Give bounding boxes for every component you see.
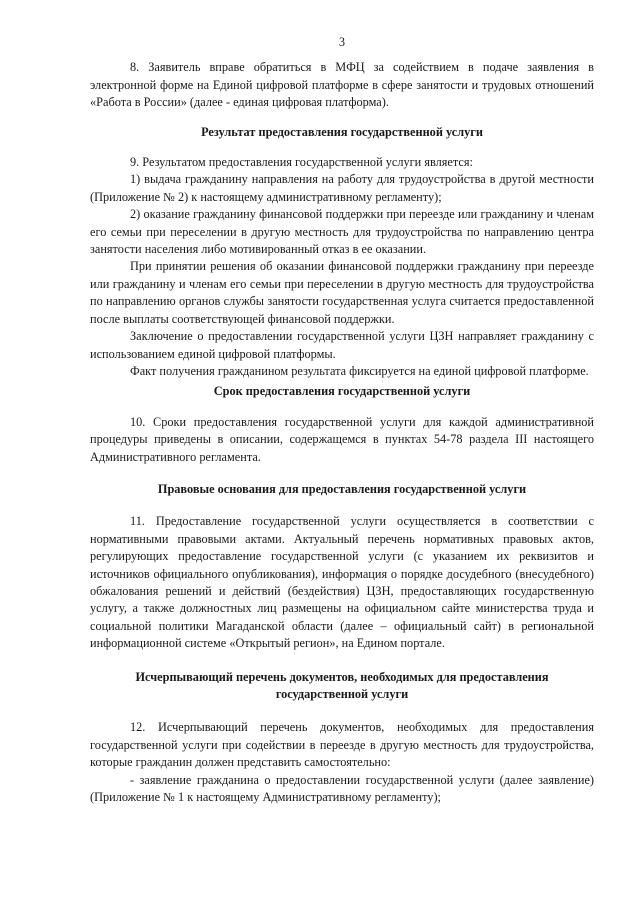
heading-term: Срок предоставления государственной услуги <box>213 384 471 399</box>
paragraph-12-item-1: - заявление гражданина о предоставлении государственной услуги (далее заявление) (Приложение № 1 к настоящему Административному регламенту); <box>90 772 594 805</box>
paragraph-12: 12. Исчерпывающий перечень документов, необходимых для предоставления государственной услуги при содействии в переезде в другую местность для трудоустройства, которые гражданин должен представить самостоятельно: <box>90 720 594 770</box>
paragraph-9-item-1: 1) выдача гражданину направления на работу для трудоустройства в другой местности (Приложение № 2) к настоящему административному регламенту); <box>90 172 594 204</box>
document-page <box>90 34 594 806</box>
heading-documents-list: Исчерпывающий перечень документов, необходимых для предоставления государственной услуги <box>135 669 549 701</box>
heading-result: Результат предоставления государственной услуги <box>201 124 483 139</box>
paragraph-financial-support: При принятии решения об оказании финансовой поддержки гражданину при переезде или гражданину и членам его семьи при переселении в другую местность для трудоустройства по направлению органов службы занятости государственная услуга считается предоставленной после выплаты соответствующей финансовой поддержки. <box>90 259 594 326</box>
heading-legal-basis: Правовые основания для предоставления государственной услуги <box>157 481 527 496</box>
paragraph-8: 8. Заявитель вправе обратиться в МФЦ за содействием в подаче заявления в электронной форме на Единой цифровой платформе в сфере занятости и трудовых отношений «Работа в России» (далее - единая цифровая платформа). <box>90 60 594 110</box>
paragraph-conclusion: Заключение о предоставлении государственной услуги ЦЗН направляет гражданину с использованием единой цифровой платформы. <box>90 329 594 361</box>
paragraph-result-fact: Факт получения гражданином результата фиксируется на единой цифровой платформе. <box>130 363 589 378</box>
paragraph-11: 11. Предоставление государственной услуги осуществляется в соответствии с нормативными правовыми актами. Актуальный перечень нормативных правовых актов, регулирующих предоставление государственной услуги (с указанием их реквизитов и источников официального опубликования), информация о порядке досудебного (внесудебного) обжалования решений и действий (бездействия) ЦЗН, предоставляющих государственную услугу, а также должностных лиц размещены на официальном сайте министерства труда и социальной политики Магаданской области (далее – официальный сайт) в региональной информационной системе «Открытый регион», на Едином портале. <box>90 514 594 651</box>
paragraph-10: 10. Сроки предоставления государственной услуги для каждой административной процедуры приведены в описании, содержащемся в пунктах 54-78 раздела III настоящего Административного регламента. <box>90 414 594 464</box>
paragraph-9-item-2: 2) оказание гражданину финансовой поддержки при переезде или гражданину и членам его семьи при переселении в другую местность для трудоустройства по направлению центра занятости населения либо мотивированный отказ в ее оказании. <box>90 207 594 257</box>
page-number: 3 <box>338 35 346 49</box>
paragraph-9: 9. Результатом предоставления государственной услуги является: <box>130 155 473 170</box>
